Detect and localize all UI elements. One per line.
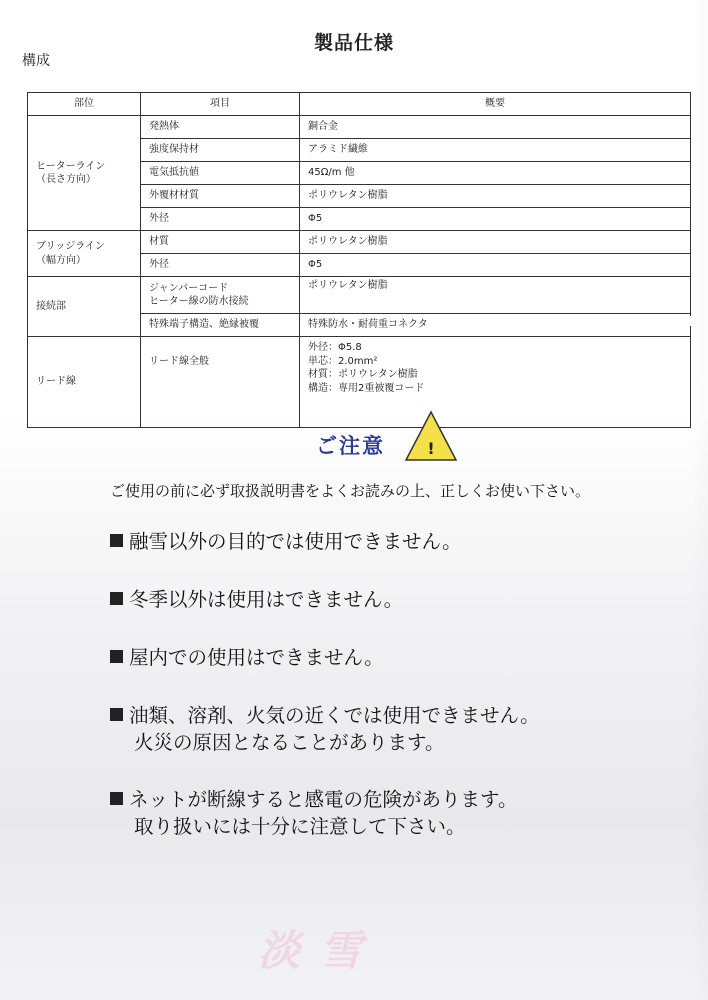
item-cell: 特殊端子構造、絶縁被覆	[141, 314, 300, 337]
part-line: （幅方向）	[36, 254, 86, 266]
warning-triangle-icon	[404, 410, 458, 462]
bullet-square-icon	[110, 650, 123, 663]
scan-artifact	[440, 316, 691, 326]
part-cell: 接続部	[28, 277, 141, 337]
summary-cell: 45Ω/m 他	[300, 162, 691, 185]
warning-text-continuation: 火災の原因となることがあります。	[134, 731, 445, 754]
section-label: 構成	[22, 53, 50, 69]
item-cell: 電気抵抗値	[141, 162, 300, 185]
caution-lead-text: ご使用の前に必ず取扱説明書をよくお読みの上、正しくお使い下さい。	[110, 482, 591, 500]
item-line: ジャンパーコード	[149, 282, 229, 294]
scan-edge-shadow	[692, 0, 708, 1000]
summary-cell: 銅合金	[300, 116, 691, 139]
warning-exclamation: !	[427, 439, 435, 458]
table-header-row	[28, 93, 691, 116]
warning-text: 油類、溶剤、火気の近くでは使用できません。	[129, 704, 540, 727]
caution-header	[0, 408, 708, 468]
summary-cell: ポリウレタン樹脂	[300, 185, 691, 208]
item-cell	[141, 277, 300, 314]
scan-artifact	[436, 394, 596, 406]
bullet-square-icon	[110, 592, 123, 605]
warning-item	[110, 644, 384, 671]
column-header: 項目	[141, 93, 300, 116]
warning-text: 屋内での使用はできません。	[129, 646, 384, 669]
part-cell	[28, 116, 141, 231]
table-row	[28, 277, 691, 314]
summary-cell: ポリウレタン樹脂	[300, 277, 691, 314]
summary-cell: Φ5	[300, 208, 691, 231]
part-line: ヒーターライン	[36, 160, 106, 172]
bullet-square-icon	[110, 534, 123, 547]
summary-line: 外径：Φ5.8	[308, 342, 362, 353]
item-cell: 外覆材材質	[141, 185, 300, 208]
summary-cell: Φ5	[300, 254, 691, 277]
item-line: ヒーター線の防水接続	[149, 296, 249, 307]
page-title: 製品仕様	[313, 32, 394, 54]
item-cell: 強度保持材	[141, 139, 300, 162]
warning-item	[110, 586, 403, 613]
item-cell: 材質	[141, 231, 300, 254]
item-cell: 発熱体	[141, 116, 300, 139]
part-line: （長さ方向）	[36, 174, 96, 185]
summary-cell: ポリウレタン樹脂	[300, 231, 691, 254]
summary-cell: 特殊防水・耐荷重コネクタ	[300, 314, 691, 337]
item-cell: 外径	[141, 254, 300, 277]
warning-text: 冬季以外は使用はできません。	[129, 588, 404, 611]
warning-item	[110, 786, 517, 840]
table-row	[28, 231, 691, 254]
summary-line: 構造：専用2重被覆コード	[308, 382, 425, 394]
warning-text: ネットが断線すると感電の危険があります。	[129, 788, 518, 811]
bullet-square-icon	[110, 708, 123, 721]
item-cell: 外径	[141, 208, 300, 231]
warning-item	[110, 702, 540, 756]
warning-item	[110, 528, 462, 555]
column-header: 部位	[28, 93, 141, 116]
summary-line: 単芯：2.0mm²	[308, 355, 378, 367]
warning-text-continuation: 取り扱いには十分に注意して下さい。	[134, 815, 466, 838]
caution-title: ご注意	[316, 434, 385, 458]
bullet-square-icon	[110, 792, 123, 805]
summary-line: 材質：ポリウレタン樹脂	[308, 369, 418, 380]
spec-table	[27, 92, 691, 428]
summary-cell: アラミド繊維	[300, 139, 691, 162]
brand-watermark: 淡雪	[258, 926, 383, 975]
table-row	[28, 116, 691, 139]
warning-text: 融雪以外の目的では使用できません。	[129, 530, 462, 553]
column-header: 概要	[300, 93, 691, 116]
part-cell	[28, 231, 141, 277]
part-line: ブリッジライン	[36, 241, 105, 252]
part-cell: リード線	[28, 337, 141, 428]
item-cell: リード線全般	[141, 337, 300, 428]
